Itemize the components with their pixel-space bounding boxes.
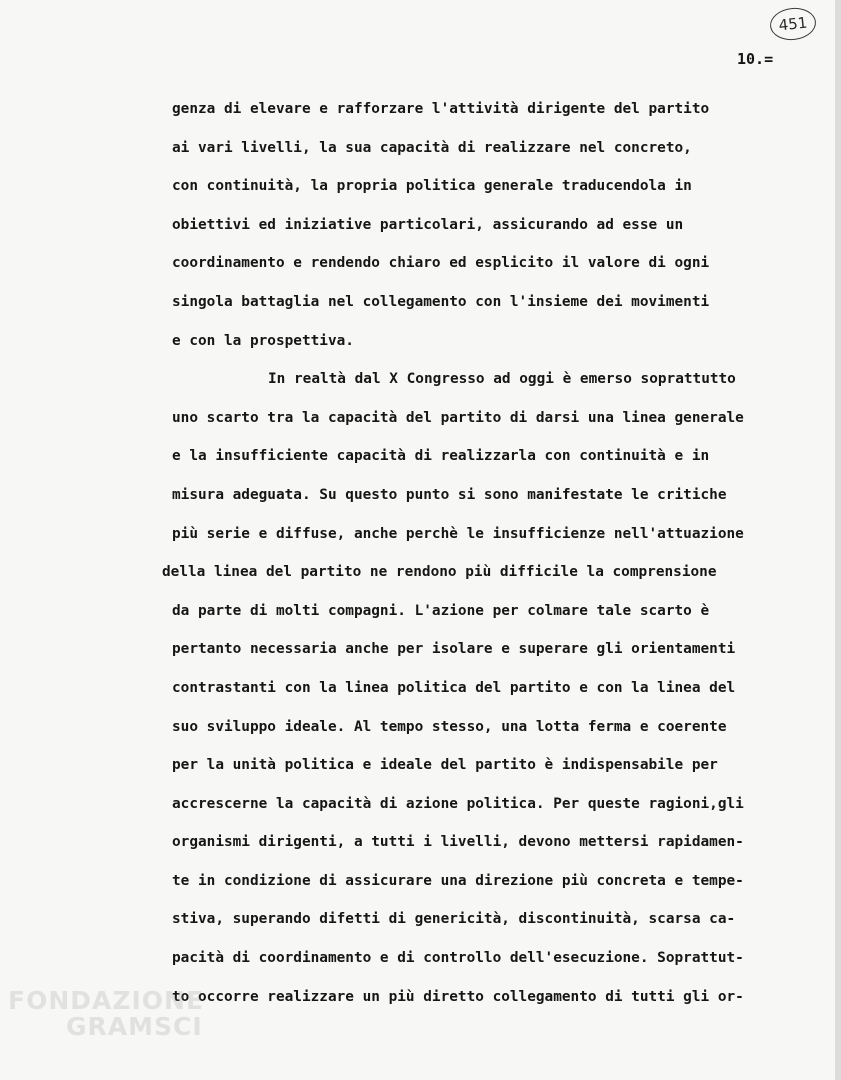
archive-number-stamp: 451: [768, 6, 817, 43]
text-line: organismi dirigenti, a tutti i livelli, devono mettersi rapidamen-: [172, 834, 744, 851]
text-line: to occorre realizzare un più diretto collegamento di tutti gli or-: [172, 988, 744, 1005]
watermark-line: FONDAZIONE: [8, 986, 205, 1015]
text-line: da parte di molti compagni. L'azione per colmare tale scarto è: [172, 602, 710, 619]
text-line: ai vari livelli, la sua capacità di realizzare nel concreto,: [172, 139, 692, 156]
text-line: contrastanti con la linea politica del partito e con la linea del: [172, 679, 736, 696]
text-line: della linea del partito ne rendono più difficile la comprensione: [162, 564, 717, 581]
text-line: misura adeguata. Su questo punto si sono manifestate le critiche: [172, 486, 727, 503]
text-line: suo sviluppo ideale. Al tempo stesso, una lotta ferma e coerente: [172, 718, 727, 735]
text-line: per la unità politica e ideale del partito è indispensabile per: [172, 757, 718, 774]
text-line: pertanto necessaria anche per isolare e superare gli orientamenti: [172, 641, 736, 658]
text-line: accrescerne la capacità di azione politica. Per queste ragioni,gli: [172, 795, 744, 812]
text-line: pacità di coordinamento e di controllo dell'esecuzione. Soprattut-: [172, 950, 744, 967]
archive-watermark: [8, 988, 204, 1040]
text-line: coordinamento e rendendo chiaro ed esplicito il valore di ogni: [172, 255, 710, 272]
paragraph-start-line: In realtà dal X Congresso ad oggi è emerso soprattutto: [268, 371, 736, 388]
text-line: uno scarto tra la capacità del partito di darsi una linea generale: [172, 409, 744, 426]
text-line: più serie e diffuse, anche perchè le insufficienze nell'attuazione: [172, 525, 744, 542]
text-line: te in condizione di assicurare una direzione più concreta e tempe-: [172, 872, 744, 889]
page-number: 10.=: [737, 50, 774, 68]
text-line: stiva, superando difetti di genericità, discontinuità, scarsa ca-: [172, 911, 736, 928]
text-line: genza di elevare e rafforzare l'attività dirigente del partito: [172, 101, 710, 117]
text-line: e con la prospettiva.: [172, 332, 354, 349]
text-line: singola battaglia nel collegamento con l'insieme dei movimenti: [172, 293, 710, 310]
text-line: con continuità, la propria politica generale traducendola in: [172, 178, 692, 195]
text-line: e la insufficiente capacità di realizzarla con continuità e in: [172, 448, 710, 465]
text-line: obiettivi ed iniziative particolari, assicurando ad esse un: [172, 216, 684, 233]
watermark-line: GRAMSCI: [66, 1012, 203, 1041]
typewritten-text: [162, 96, 832, 1022]
